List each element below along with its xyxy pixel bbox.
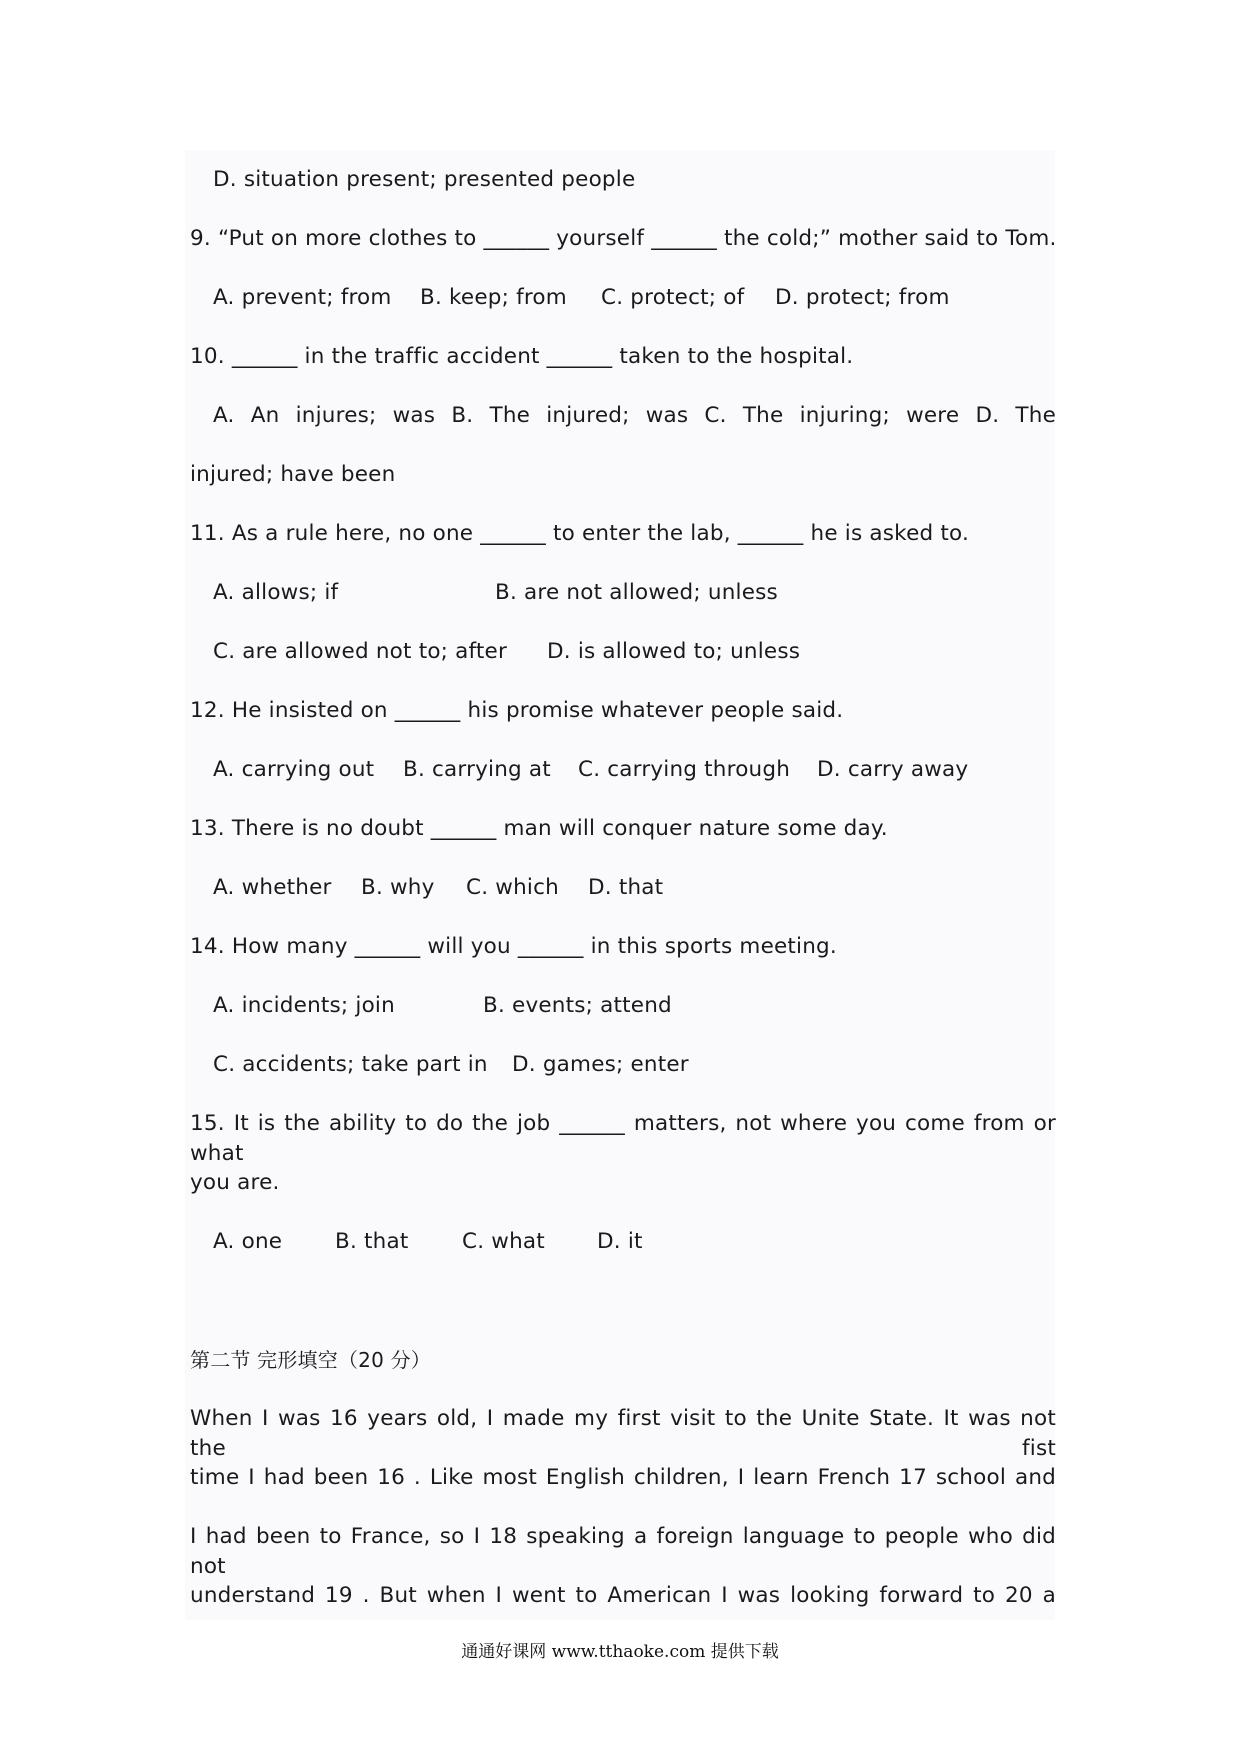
q9-option-b: B. keep; from <box>420 285 567 310</box>
q15-continued: you are. <box>190 1170 280 1195</box>
q13-option-a: A. whether <box>213 875 332 900</box>
q15-option-d: D. it <box>597 1229 643 1254</box>
q13-option-d: D. that <box>588 875 664 900</box>
q13-option-b: B. why <box>361 875 435 900</box>
q11-option-b: B. are not allowed; unless <box>495 580 778 605</box>
passage-line-1: When I was 16 years old, I made my first visit to the Unite State. It was not the fist <box>190 1406 1056 1461</box>
question-11: 11. As a rule here, no one ______ to enter the lab, ______ he is asked to. <box>190 521 970 546</box>
q15-option-b: B. that <box>335 1229 409 1254</box>
q12-option-d: D. carry away <box>817 757 969 782</box>
q10-option-d-continued: injured; have been <box>190 462 396 487</box>
q14-option-c: C. accidents; take part in <box>213 1052 488 1077</box>
passage-line-4: understand 19 . But when I went to American I was looking forward to 20 a <box>190 1583 1056 1608</box>
q12-option-a: A. carrying out <box>213 757 375 782</box>
section-heading: 第二节 完形填空（20 分） <box>190 1348 431 1372</box>
question-14: 14. How many ______ will you ______ in this sports meeting. <box>190 934 837 959</box>
q12-option-c: C. carrying through <box>578 757 791 782</box>
question-10: 10. ______ in the traffic accident ______ taken to the hospital. <box>190 344 854 369</box>
q14-option-b: B. events; attend <box>483 993 672 1018</box>
question-15: 15. It is the ability to do the job ______ matters, not where you come from or what <box>190 1111 1056 1166</box>
q9-option-a: A. prevent; from <box>213 285 392 310</box>
passage-line-2: time I had been 16 . Like most English children, I learn French 17 school and <box>190 1465 1056 1490</box>
q15-option-a: A. one <box>213 1229 283 1254</box>
q11-option-d: D. is allowed to; unless <box>547 639 801 664</box>
q8-option-d: D. situation present; presented people <box>213 167 636 192</box>
question-13: 13. There is no doubt ______ man will conquer nature some day. <box>190 816 888 841</box>
q9-option-c: C. protect; of <box>601 285 745 310</box>
q12-option-b: B. carrying at <box>403 757 551 782</box>
q9-option-d: D. protect; from <box>775 285 950 310</box>
q14-option-d: D. games; enter <box>512 1052 689 1077</box>
q11-option-a: A. allows; if <box>213 580 339 605</box>
q10-options: A. An injures; was B. The injured; was C. The injuring; were D. The <box>213 403 1056 428</box>
q15-option-c: C. what <box>462 1229 545 1254</box>
page-footer: 通通好课网 www.tthaoke.com 提供下载 <box>461 1642 779 1662</box>
question-12: 12. He insisted on ______ his promise whatever people said. <box>190 698 844 723</box>
q11-option-c: C. are allowed not to; after <box>213 639 508 664</box>
q13-option-c: C. which <box>466 875 559 900</box>
q14-option-a: A. incidents; join <box>213 993 395 1018</box>
question-9: 9. “Put on more clothes to ______ yourself ______ the cold;” mother said to Tom. <box>190 226 1057 251</box>
passage-line-3: I had been to France, so I 18 speaking a foreign language to people who did not <box>190 1524 1056 1579</box>
